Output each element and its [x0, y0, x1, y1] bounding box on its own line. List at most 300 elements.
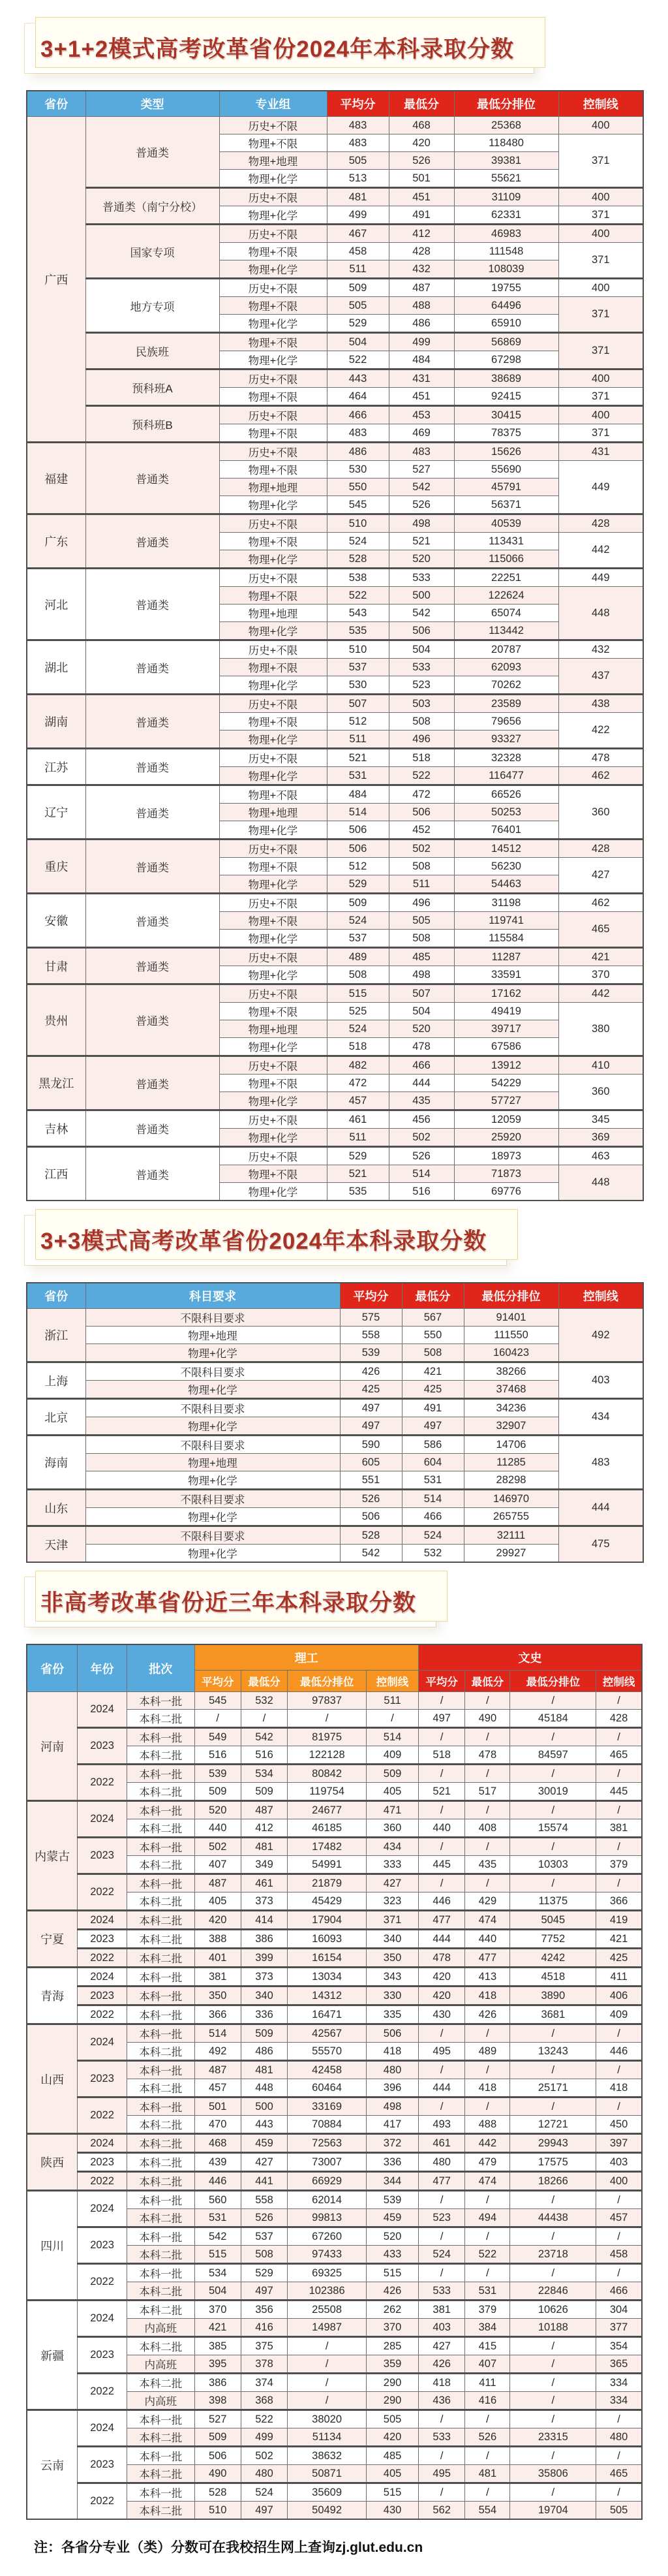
- arts-rank-cell: 10626: [510, 2301, 596, 2319]
- sci-min-cell: 509: [241, 2024, 287, 2043]
- sci-rank-cell: 97433: [288, 2246, 367, 2264]
- min-score-cell: 522: [389, 767, 454, 785]
- min-score-cell: 500: [389, 587, 454, 605]
- group-cell: 物理+化学: [219, 930, 327, 948]
- batch-cell: 本科二批: [127, 2079, 194, 2097]
- avg-score-cell: 528: [327, 550, 389, 569]
- table-row: [27, 1765, 642, 1783]
- sci-rank-cell: 38020: [288, 2410, 367, 2428]
- arts-ctrl-cell: 445: [596, 1783, 642, 1801]
- sci-min-cell: 508: [241, 2246, 287, 2264]
- type-cell: 普通类: [85, 749, 219, 785]
- sci-avg-cell: 388: [194, 1930, 241, 1949]
- min-rank-cell: 54463: [454, 875, 558, 894]
- year-cell: 2024: [78, 2410, 127, 2447]
- avg-score-cell: 481: [327, 188, 389, 206]
- table-row: [27, 1911, 642, 1930]
- min-score-cell: 567: [402, 1309, 464, 1327]
- min-rank-cell: 66526: [454, 785, 558, 804]
- arts-min-cell: /: [465, 2264, 510, 2282]
- province-cell: 江苏: [27, 749, 85, 785]
- column-header-sci-avg: 平均分: [194, 1671, 241, 1692]
- avg-score-cell: 512: [327, 713, 389, 730]
- batch-cell: 本科二批: [127, 1949, 194, 1968]
- arts-avg-cell: 493: [419, 2116, 465, 2134]
- min-rank-cell: 29927: [464, 1545, 558, 1563]
- arts-avg-cell: 446: [419, 1893, 465, 1911]
- sci-min-cell: 497: [241, 2502, 287, 2520]
- batch-cell: 本科二批: [127, 2465, 194, 2483]
- batch-cell: 本科二批: [127, 2043, 194, 2061]
- sci-rank-cell: 13034: [288, 1968, 367, 1987]
- column-header-subjects: 科目要求: [85, 1283, 340, 1309]
- avg-score-cell: 537: [327, 659, 389, 676]
- column-header-arts-min: 最低分: [465, 1671, 510, 1692]
- sci-min-cell: 516: [241, 1746, 287, 1765]
- sci-min-cell: 499: [241, 2428, 287, 2447]
- arts-rank-cell: /: [510, 1692, 596, 1710]
- arts-min-cell: 426: [465, 2005, 510, 2024]
- avg-score-cell: 515: [327, 984, 389, 1003]
- section2-title-banner: [25, 1216, 506, 1265]
- sci-avg-cell: 501: [194, 2097, 241, 2116]
- type-cell: 民族班: [85, 333, 219, 369]
- subjects-cell: 物理+化学: [85, 1545, 340, 1563]
- table-row: [27, 1454, 643, 1471]
- section3-title: 非高考改革省份近三年本科录取分数: [40, 1590, 417, 1616]
- province-cell: 上海: [27, 1362, 85, 1399]
- province-cell: 重庆: [27, 840, 85, 894]
- min-score-cell: 453: [389, 406, 454, 424]
- table-row: [27, 785, 643, 804]
- sci-avg-cell: 502: [194, 1838, 241, 1856]
- avg-score-cell: 484: [327, 785, 389, 804]
- sci-avg-cell: 509: [194, 2428, 241, 2447]
- sci-ctrl-cell: 335: [367, 2005, 419, 2024]
- footer-note: 注：各省分专业（类）分数可在我校招生网上查询zj.glut.edu.cn: [34, 2540, 423, 2555]
- table-row: [27, 2024, 642, 2043]
- table-row: [27, 2447, 642, 2465]
- table-row: [27, 2097, 642, 2116]
- year-cell: 2022: [78, 2264, 127, 2301]
- avg-score-cell: 521: [327, 749, 389, 767]
- avg-score-cell: 524: [327, 533, 389, 550]
- column-header-type: 类型: [85, 91, 219, 117]
- min-rank-cell: 76401: [454, 821, 558, 840]
- arts-ctrl-cell: /: [596, 1801, 642, 1819]
- type-cell: 国家专项: [85, 225, 219, 279]
- arts-rank-cell: 22846: [510, 2282, 596, 2301]
- table-row: [27, 117, 643, 134]
- control-line-cell: 483: [558, 1436, 643, 1490]
- sci-rank-cell: 14987: [288, 2319, 367, 2337]
- arts-ctrl-cell: 403: [596, 2153, 642, 2172]
- sci-ctrl-cell: 417: [367, 2116, 419, 2134]
- province-cell: 海南: [27, 1436, 85, 1490]
- type-cell: 普通类: [85, 840, 219, 894]
- avg-score-cell: 575: [340, 1309, 402, 1327]
- min-rank-cell: 57727: [454, 1092, 558, 1110]
- sci-avg-cell: 446: [194, 2172, 241, 2191]
- avg-score-cell: 509: [327, 894, 389, 912]
- min-score-cell: 507: [389, 984, 454, 1003]
- province-cell: 河北: [27, 569, 85, 640]
- arts-ctrl-cell: /: [596, 2097, 642, 2116]
- min-rank-cell: 122624: [454, 587, 558, 605]
- sci-min-cell: 526: [241, 2209, 287, 2227]
- arts-ctrl-cell: 334: [596, 2392, 642, 2410]
- arts-rank-cell: 13243: [510, 2043, 596, 2061]
- min-rank-cell: 146970: [464, 1490, 558, 1508]
- sci-rank-cell: 62014: [288, 2191, 367, 2209]
- group-cell: 历史+不限: [219, 1110, 327, 1129]
- sci-ctrl-cell: 515: [367, 2483, 419, 2502]
- min-score-cell: 498: [389, 514, 454, 533]
- group-cell: 历史+不限: [219, 369, 327, 388]
- sci-min-cell: 414: [241, 1911, 287, 1930]
- column-header-arts-ctrl: 控制线: [596, 1671, 642, 1692]
- arts-rank-cell: 25171: [510, 2079, 596, 2097]
- batch-cell: 本科二批: [127, 2116, 194, 2134]
- group-cell: 历史+不限: [219, 117, 327, 134]
- table-row: [27, 1056, 643, 1075]
- sci-ctrl-cell: 340: [367, 1930, 419, 1949]
- control-line-cell: 410: [558, 1056, 643, 1075]
- group-cell: 物理+不限: [219, 533, 327, 550]
- min-score-cell: 542: [389, 605, 454, 622]
- arts-rank-cell: 15574: [510, 1819, 596, 1838]
- avg-score-cell: 537: [327, 930, 389, 948]
- arts-avg-cell: 403: [419, 2319, 465, 2337]
- type-cell: 普通类: [85, 894, 219, 948]
- sci-avg-cell: 385: [194, 2337, 241, 2355]
- sci-rank-cell: 97837: [288, 1692, 367, 1710]
- group-cell: 历史+不限: [219, 225, 327, 243]
- table-row: [27, 1344, 643, 1362]
- sci-min-cell: 502: [241, 2447, 287, 2465]
- avg-score-cell: 525: [327, 1003, 389, 1020]
- province-cell: 山东: [27, 1490, 85, 1526]
- column-header-ctrl: 控制线: [558, 91, 643, 117]
- group-cell: 物理+不限: [219, 1003, 327, 1020]
- group-cell: 物理+化学: [219, 875, 327, 894]
- arts-min-cell: /: [465, 2097, 510, 2116]
- avg-score-cell: 545: [327, 496, 389, 514]
- type-cell: 普通类: [85, 117, 219, 188]
- min-rank-cell: 39717: [454, 1020, 558, 1038]
- arts-min-cell: 526: [465, 2428, 510, 2447]
- sci-ctrl-cell: 514: [367, 1728, 419, 1746]
- table-row: [27, 279, 643, 297]
- group-cell: 物理+化学: [219, 821, 327, 840]
- year-cell: 2024: [78, 1692, 127, 1728]
- sci-rank-cell: 16093: [288, 1930, 367, 1949]
- group-cell: 物理+不限: [219, 1165, 327, 1183]
- avg-score-cell: 461: [327, 1110, 389, 1129]
- type-cell: 普通类: [85, 443, 219, 514]
- control-line-cell: 492: [558, 1309, 643, 1362]
- arts-avg-cell: 524: [419, 2246, 465, 2264]
- arts-min-cell: 481: [465, 2465, 510, 2483]
- sci-rank-cell: 99813: [288, 2209, 367, 2227]
- control-line-cell: 442: [558, 984, 643, 1003]
- table3-header-row-top: [27, 1644, 642, 1671]
- sci-min-cell: 529: [241, 2264, 287, 2282]
- avg-score-cell: 522: [327, 351, 389, 369]
- sci-rank-cell: 42458: [288, 2061, 367, 2079]
- avg-score-cell: 530: [327, 461, 389, 479]
- arts-rank-cell: /: [510, 2337, 596, 2355]
- control-line-cell: 422: [558, 713, 643, 749]
- min-score-cell: 452: [389, 821, 454, 840]
- year-cell: 2023: [78, 1838, 127, 1874]
- batch-cell: 本科一批: [127, 2410, 194, 2428]
- sci-rank-cell: 33169: [288, 2097, 367, 2116]
- sci-rank-cell: 46185: [288, 1819, 367, 1838]
- batch-cell: 本科一批: [127, 1801, 194, 1819]
- min-rank-cell: 31109: [454, 188, 558, 206]
- control-line-cell: 463: [558, 1147, 643, 1165]
- sci-avg-cell: 509: [194, 1783, 241, 1801]
- column-header-ctrl: 控制线: [558, 1283, 643, 1309]
- group-cell: 物理+不限: [219, 134, 327, 152]
- batch-cell: 本科一批: [127, 2483, 194, 2502]
- batch-cell: 本科二批: [127, 1911, 194, 1930]
- column-header-arts-rank: 最低分排位: [510, 1671, 596, 1692]
- year-cell: 2022: [78, 1765, 127, 1801]
- sci-avg-cell: 487: [194, 1874, 241, 1893]
- batch-cell: 本科一批: [127, 2264, 194, 2282]
- avg-score-cell: 551: [340, 1471, 402, 1490]
- subjects-cell: 物理+化学: [85, 1417, 340, 1436]
- arts-avg-cell: /: [419, 1874, 465, 1893]
- sci-avg-cell: /: [194, 1710, 241, 1728]
- table-row: [27, 369, 643, 388]
- arts-rank-cell: 12721: [510, 2116, 596, 2134]
- group-cell: 历史+不限: [219, 695, 327, 713]
- arts-rank-cell: /: [510, 1728, 596, 1746]
- min-rank-cell: 31198: [454, 894, 558, 912]
- min-score-cell: 508: [389, 930, 454, 948]
- min-rank-cell: 79656: [454, 713, 558, 730]
- province-cell: 甘肃: [27, 948, 85, 984]
- min-score-cell: 526: [389, 1147, 454, 1165]
- avg-score-cell: 590: [340, 1436, 402, 1454]
- arts-ctrl-cell: 411: [596, 1968, 642, 1987]
- province-cell: 宁夏: [27, 1911, 78, 1968]
- arts-ctrl-cell: /: [596, 1765, 642, 1783]
- control-line-cell: 371: [558, 424, 643, 443]
- sci-avg-cell: 439: [194, 2153, 241, 2172]
- control-line-cell: 400: [558, 279, 643, 297]
- table-row: [27, 569, 643, 587]
- year-cell: 2023: [78, 2061, 127, 2097]
- table-row: [27, 1399, 643, 1417]
- sci-min-cell: 461: [241, 1874, 287, 1893]
- province-cell: 安徽: [27, 894, 85, 948]
- sci-avg-cell: 381: [194, 1968, 241, 1987]
- sci-rank-cell: 119754: [288, 1783, 367, 1801]
- sci-avg-cell: 545: [194, 1692, 241, 1710]
- sci-ctrl-cell: 330: [367, 1987, 419, 2005]
- min-score-cell: 503: [389, 695, 454, 713]
- avg-score-cell: 542: [340, 1545, 402, 1563]
- arts-avg-cell: /: [419, 2227, 465, 2246]
- table-row: [27, 1508, 643, 1526]
- control-line-cell: 434: [558, 1399, 643, 1436]
- arts-avg-cell: /: [419, 2024, 465, 2043]
- group-cell: 物理+化学: [219, 767, 327, 785]
- arts-avg-cell: 418: [419, 2374, 465, 2392]
- province-cell: 陕西: [27, 2134, 78, 2191]
- type-cell: 普通类: [85, 984, 219, 1056]
- arts-avg-cell: 440: [419, 1819, 465, 1838]
- control-line-cell: 371: [558, 206, 643, 225]
- arts-ctrl-cell: 381: [596, 1819, 642, 1838]
- batch-cell: 本科二批: [127, 2282, 194, 2301]
- min-rank-cell: 62331: [454, 206, 558, 225]
- min-score-cell: 526: [389, 152, 454, 170]
- arts-ctrl-cell: 379: [596, 1856, 642, 1874]
- sci-min-cell: 399: [241, 1949, 287, 1968]
- arts-avg-cell: /: [419, 2447, 465, 2465]
- sci-rank-cell: 60464: [288, 2079, 367, 2097]
- arts-min-cell: 554: [465, 2502, 510, 2520]
- arts-rank-cell: /: [510, 2410, 596, 2428]
- arts-ctrl-cell: 304: [596, 2301, 642, 2319]
- sci-ctrl-cell: 506: [367, 2024, 419, 2043]
- sci-ctrl-cell: 336: [367, 2153, 419, 2172]
- column-header-rank: 最低分排位: [454, 91, 558, 117]
- group-cell: 物理+不限: [219, 785, 327, 804]
- sci-ctrl-cell: 344: [367, 2172, 419, 2191]
- min-rank-cell: 14512: [454, 840, 558, 858]
- avg-score-cell: 543: [327, 605, 389, 622]
- sci-min-cell: 378: [241, 2355, 287, 2374]
- arts-avg-cell: 521: [419, 1783, 465, 1801]
- min-rank-cell: 67298: [454, 351, 558, 369]
- column-header-rank: 最低分排位: [464, 1283, 558, 1309]
- sci-rank-cell: 17482: [288, 1838, 367, 1856]
- group-cell: 历史+不限: [219, 279, 327, 297]
- batch-cell: 本科一批: [127, 2191, 194, 2209]
- sci-min-cell: 486: [241, 2043, 287, 2061]
- arts-rank-cell: /: [510, 2227, 596, 2246]
- min-score-cell: 498: [389, 966, 454, 984]
- table-row: [27, 948, 643, 966]
- avg-score-cell: 513: [327, 170, 389, 188]
- sci-min-cell: 427: [241, 2153, 287, 2172]
- column-header-province: 省份: [27, 1283, 85, 1309]
- avg-score-cell: 489: [327, 948, 389, 966]
- arts-rank-cell: /: [510, 2024, 596, 2043]
- subjects-cell: 不限科目要求: [85, 1436, 340, 1454]
- province-cell: 福建: [27, 443, 85, 514]
- arts-avg-cell: 430: [419, 2005, 465, 2024]
- arts-min-cell: /: [465, 2061, 510, 2079]
- min-score-cell: 478: [389, 1038, 454, 1056]
- sci-rank-cell: 122128: [288, 1746, 367, 1765]
- min-rank-cell: 65074: [454, 605, 558, 622]
- min-score-cell: 485: [389, 948, 454, 966]
- min-score-cell: 502: [389, 1129, 454, 1147]
- arts-rank-cell: /: [510, 2097, 596, 2116]
- min-score-cell: 435: [389, 1092, 454, 1110]
- group-cell: 物理+地理: [219, 152, 327, 170]
- min-rank-cell: 71873: [454, 1165, 558, 1183]
- group-cell: 物理+不限: [219, 461, 327, 479]
- sci-min-cell: 441: [241, 2172, 287, 2191]
- year-cell: 2022: [78, 2005, 127, 2024]
- arts-min-cell: /: [465, 1801, 510, 1819]
- table-row: [27, 514, 643, 533]
- sci-ctrl-cell: 290: [367, 2392, 419, 2410]
- control-line-cell: 432: [558, 640, 643, 659]
- avg-score-cell: 506: [327, 840, 389, 858]
- min-rank-cell: 115066: [454, 550, 558, 569]
- min-rank-cell: 18973: [454, 1147, 558, 1165]
- arts-avg-cell: 495: [419, 2465, 465, 2483]
- min-score-cell: 428: [389, 243, 454, 260]
- arts-ctrl-cell: 480: [596, 2428, 642, 2447]
- avg-score-cell: 426: [340, 1362, 402, 1381]
- sci-min-cell: 386: [241, 1930, 287, 1949]
- sci-avg-cell: 504: [194, 2282, 241, 2301]
- column-header-province: 省份: [27, 91, 85, 117]
- year-cell: 2024: [78, 1911, 127, 1930]
- table-row: [27, 2410, 642, 2428]
- table-row: [27, 2191, 642, 2209]
- arts-avg-cell: 497: [419, 1710, 465, 1728]
- min-score-cell: 520: [389, 1020, 454, 1038]
- arts-avg-cell: /: [419, 1838, 465, 1856]
- avg-score-cell: 482: [327, 1056, 389, 1075]
- min-rank-cell: 55621: [454, 170, 558, 188]
- min-score-cell: 456: [389, 1110, 454, 1129]
- min-score-cell: 521: [389, 533, 454, 550]
- batch-cell: 本科一批: [127, 2447, 194, 2465]
- arts-min-cell: 442: [465, 2134, 510, 2153]
- sci-min-cell: 509: [241, 1783, 287, 1801]
- min-rank-cell: 15626: [454, 443, 558, 461]
- batch-cell: 本科二批: [127, 1893, 194, 1911]
- min-score-cell: 514: [389, 1165, 454, 1183]
- column-group-science: 理工: [194, 1644, 418, 1671]
- batch-cell: 本科二批: [127, 2301, 194, 2319]
- control-line-cell: 444: [558, 1490, 643, 1526]
- table2-header-row: [27, 1283, 643, 1309]
- min-rank-cell: 50253: [454, 804, 558, 821]
- sci-avg-cell: 457: [194, 2079, 241, 2097]
- arts-min-cell: /: [465, 2447, 510, 2465]
- arts-rank-cell: /: [510, 1874, 596, 1893]
- arts-avg-cell: 477: [419, 1911, 465, 1930]
- min-score-cell: 508: [389, 713, 454, 730]
- avg-score-cell: 524: [327, 912, 389, 930]
- sci-ctrl-cell: 396: [367, 2079, 419, 2097]
- group-cell: 物理+化学: [219, 496, 327, 514]
- min-score-cell: 469: [389, 424, 454, 443]
- arts-min-cell: 488: [465, 2116, 510, 2134]
- arts-ctrl-cell: /: [596, 2061, 642, 2079]
- min-rank-cell: 119741: [454, 912, 558, 930]
- sci-min-cell: 336: [241, 2005, 287, 2024]
- arts-rank-cell: 23718: [510, 2246, 596, 2264]
- arts-min-cell: /: [465, 1765, 510, 1783]
- year-cell: 2024: [78, 1801, 127, 1838]
- province-cell: 辽宁: [27, 785, 85, 840]
- batch-cell: 内高班: [127, 2392, 194, 2410]
